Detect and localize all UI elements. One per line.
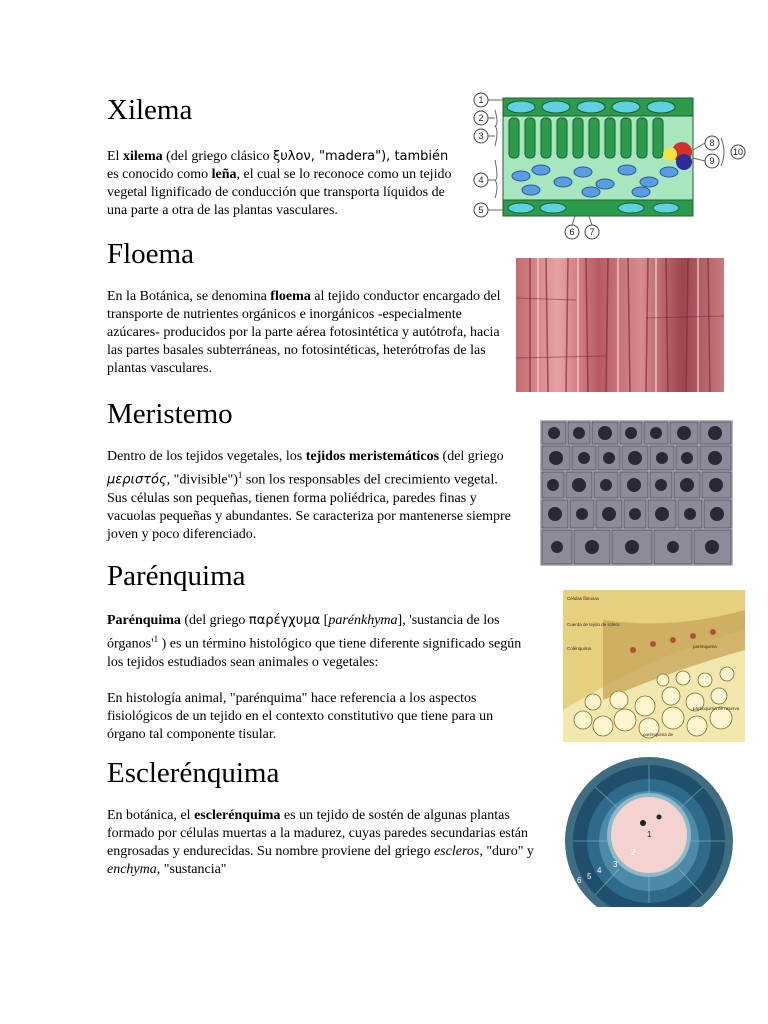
- callout-4: 4: [478, 175, 484, 185]
- section-title: Parénquima: [107, 560, 246, 592]
- section-title: Meristemo: [107, 398, 233, 430]
- section-xilema: [107, 94, 452, 220]
- xylem-diagram: [471, 90, 751, 240]
- callout-7: 7: [589, 227, 595, 237]
- callout-2: 2: [478, 113, 484, 123]
- callout-8: 8: [709, 138, 715, 148]
- region-1: 1: [647, 830, 652, 839]
- section-paragraph-2: En histología animal, "parénquima" hace referencia a los aspectos fisiológicos de un tejido en el contexto constitutivo que tiene para un órgano tal componente tisular.: [107, 690, 494, 742]
- section-title: Esclerénquima: [107, 757, 280, 789]
- callout-6: 6: [569, 227, 575, 237]
- label-colenquima: Colénquima: [567, 646, 592, 651]
- label-cuerda: Cuerda de tejido de sclero: [567, 622, 620, 627]
- callout-3: 3: [478, 131, 484, 141]
- region-2: 2: [631, 848, 636, 857]
- callout-10: 10: [732, 147, 744, 157]
- section-meristemo: [107, 398, 512, 544]
- region-6: 6: [577, 876, 582, 885]
- parenchyma-micrograph: [563, 590, 745, 742]
- label-fibrosas: Células fibrosas: [567, 596, 600, 601]
- meristem-micrograph: [540, 420, 733, 566]
- section-title: Xilema: [107, 94, 193, 126]
- region-3: 3: [613, 860, 618, 869]
- phloem-micrograph: [516, 258, 724, 392]
- section-esclerenquima: [107, 757, 547, 879]
- section-paragraph: Dentro de los tejidos vegetales, los tejidos meristemáticos (del griego μεριστός, "divisible")$^1$ son los responsables del crecimiento vegetal. Sus células son pequeñas, tienen forma poliédrica, paredes finas y vacuolas pequeñas y abundantes. Se caracteriza por mantenerse siempre joven y poco diferenciado.: [107, 449, 511, 542]
- label-parenquima: parénquima: [693, 644, 717, 649]
- region-4: 4: [597, 866, 602, 875]
- section-paragraph: El xilema (del griego clásico ξυλον, "madera"), también es conocido como leña, el cual se lo reconoce como un tejido vegetal lignificado de conducción que transporta líquidos de una parte a otra de las plantas vasculares.: [107, 149, 452, 218]
- label-reserva: parénquima de reserva: [693, 706, 740, 711]
- section-floema: [107, 238, 502, 378]
- section-paragraph: Parénquima (del griego παρέγχυμα [parénkhyma], 'sustancia de los $órganos'^1$ ) es un término histológico que tiene diferente significado según los tejidos estudiados sean animales o vegetales:: [107, 613, 522, 670]
- sclerenchyma-micrograph: [561, 755, 737, 907]
- region-7: 7: [567, 878, 572, 887]
- callout-5: 5: [478, 205, 484, 215]
- label-parenquima-de: parénquima de: [643, 732, 674, 737]
- region-5: 5: [587, 872, 592, 881]
- callout-9: 9: [709, 156, 715, 166]
- section-paragraph: En la Botánica, se denomina floema al tejido conductor encargado del transporte de nutrientes orgánicos e inorgánicos -especialmente azúcares- producidos por la parte aérea fotosintética y autótrofa, hacia las partes basales subterráneas, no fotosintéticas, heterótrofas de las plantas vasculares.: [107, 289, 501, 376]
- section-parenquima: [107, 560, 527, 744]
- callout-1: 1: [478, 95, 484, 105]
- section-paragraph: En botánica, el esclerénquima es un tejido de sostén de algunas plantas formado por células muertas a la madurez, cuyas paredes secundarias están engrosadas y endurecidas. Su nombre proviene del griego escleros, "duro" y enchyma, "sustancia": [107, 808, 534, 877]
- section-title: Floema: [107, 238, 194, 270]
